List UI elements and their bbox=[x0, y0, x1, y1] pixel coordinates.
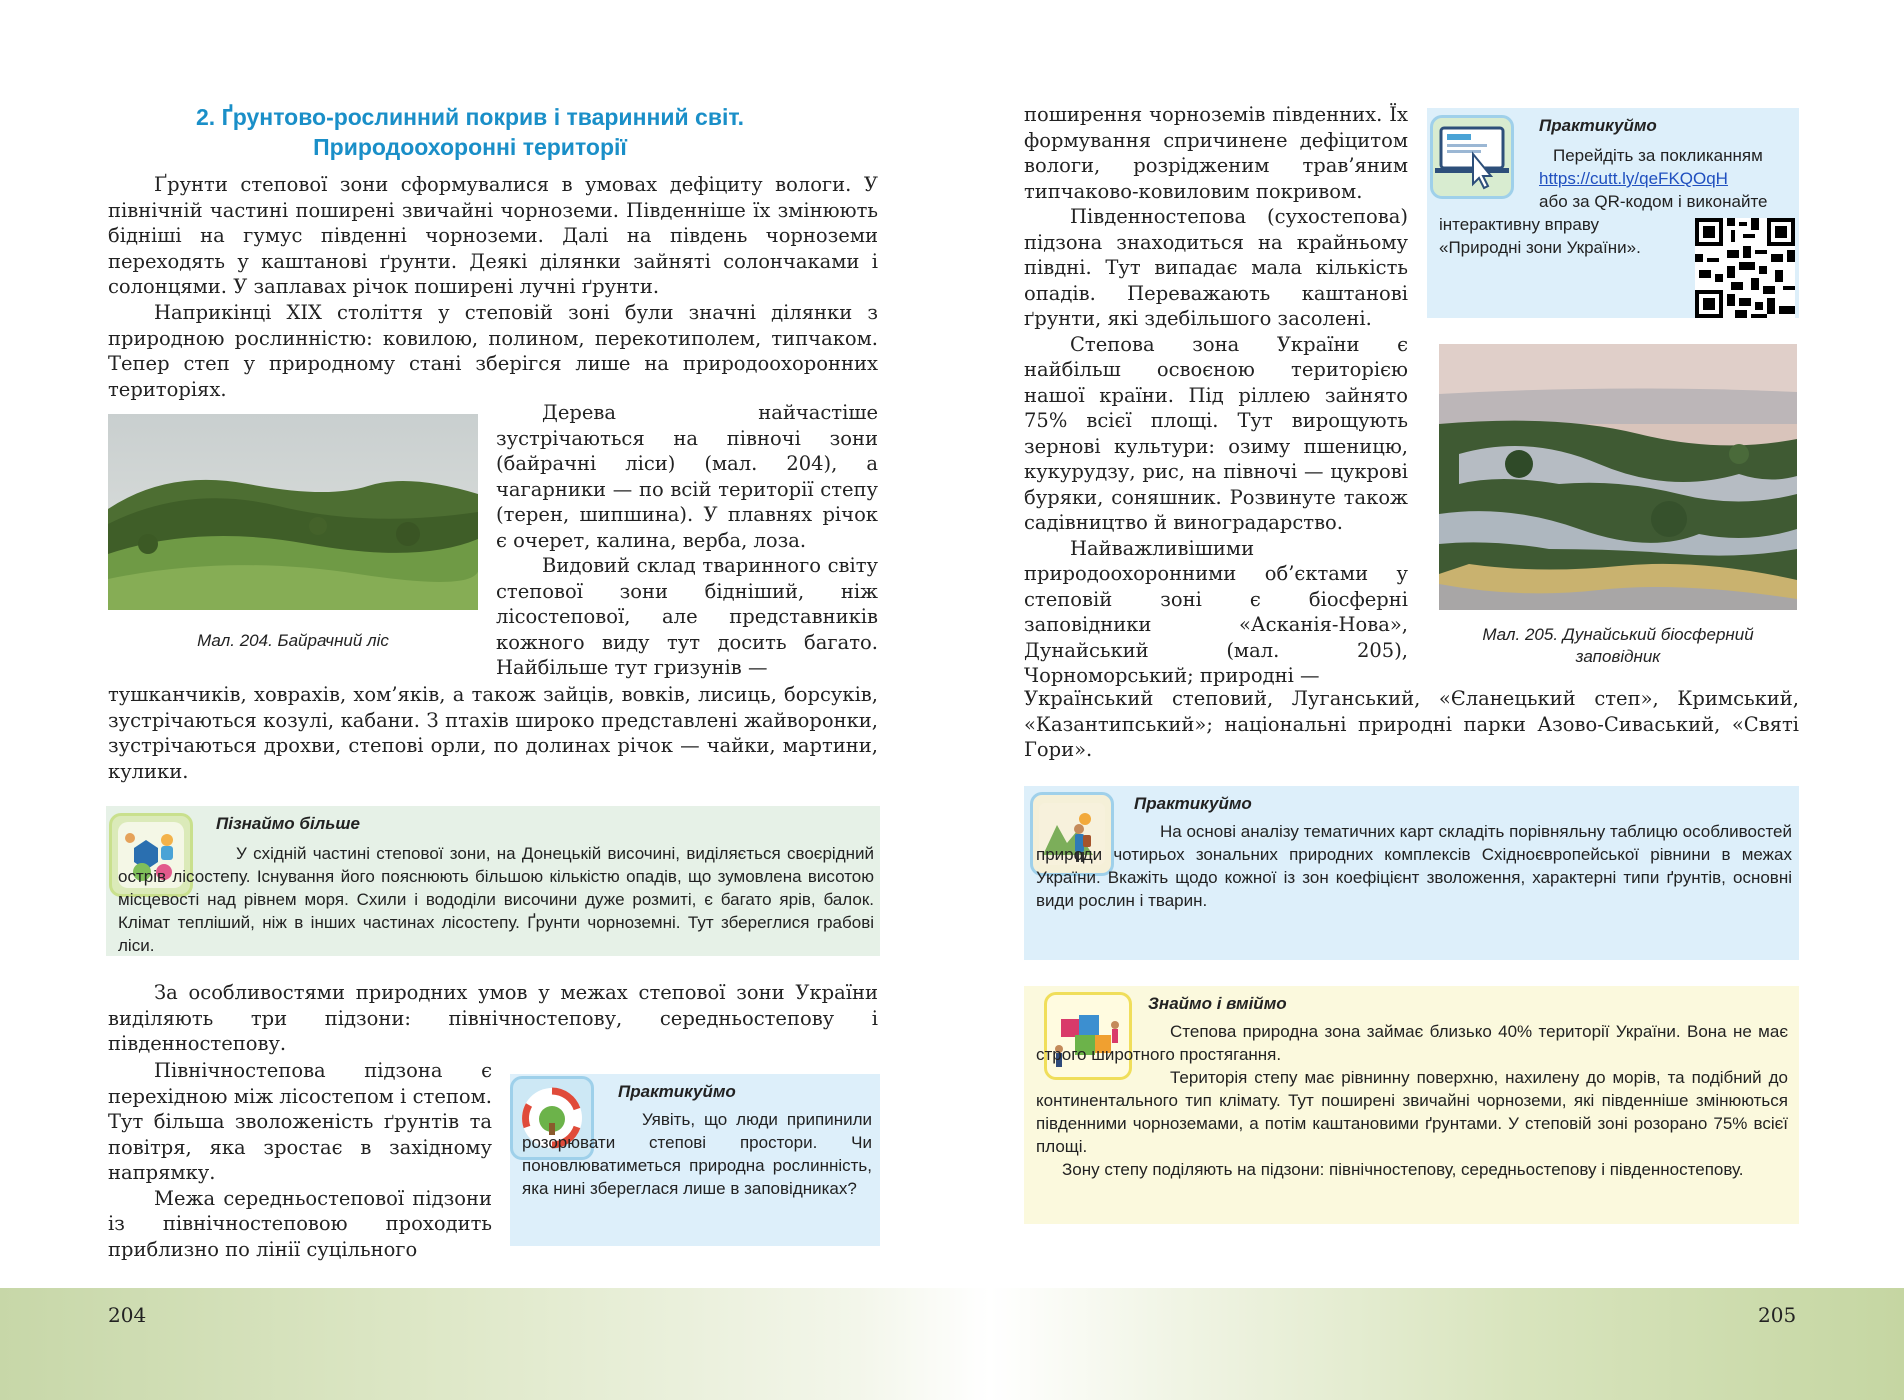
paragraph-reserves-cont: Український степовий, Луганський, «Єланецький степ», Кримський, «Казантипський»; національні природні парки Азово-Сиваський, «Святі Гори». bbox=[1024, 687, 1799, 761]
know-can-p1: Степова природна зона займає близько 40% території України. Вона не має строго широтного простягання. bbox=[1036, 1022, 1788, 1064]
paragraph-southern-chernozems: поширення чорноземів південних. Їх формування спричинене дефіцитом вологи, розрідженим трав’яним типчаково-ковиловим покривом. bbox=[1024, 103, 1408, 203]
paragraph-fauna-start: Видовий склад тваринного світу степової зони бідніший, ніж лісостепової, але представників кожного виду тут досить багато. Найбільше тут гризунів — bbox=[496, 554, 878, 679]
practice-top-text1: Перейдіть за покликанням bbox=[1553, 146, 1763, 165]
know-can-box bbox=[1024, 986, 1799, 1224]
photo-bairachnyi-lis bbox=[108, 414, 478, 610]
paragraph-mid-steppe: Межа середньостепової підзони із північностеповою проходить приблизно по лінії суцільного bbox=[108, 1186, 492, 1261]
know-more-box bbox=[106, 806, 880, 956]
practice-top-link[interactable]: https://cutt.ly/qeFKQOqH bbox=[1539, 169, 1728, 188]
practice-box-left bbox=[510, 1074, 880, 1246]
know-more-text: У східній частині степової зони, на Донецькій височині, виділяється своєрідний острів лісостепу. Існування його пояснюють більшою кількістю опадів, що зумовлена висотою місцевості над рівнем моря. Схили і вододіли височини дуже розмиті, є багато ярів, балок. Клімат тепліший, ніж в інших частинах лісостепу. Ґрунти чорноземні. Тут збереглися грабові ліси. bbox=[118, 844, 874, 955]
know-can-p2: Територія степу має рівнинну поверхню, нахилену до морів, та подібний до континентального тип клімату. Тут поширені звичайні чорноземи, які південніше змінюються південними чорноземами, а потім каштановими ґрунтами. У степовій зоні розорано 75% всієї площі. bbox=[1036, 1068, 1788, 1156]
caption-204: Мал. 204. Байрачний ліс bbox=[197, 631, 389, 650]
qr-code[interactable] bbox=[1695, 218, 1795, 318]
practice-top-text2: або за QR-кодом і виконайте bbox=[1539, 192, 1768, 211]
know-can-p3: Зону степу поділяють на підзони: північностепову, середньостепову і південностепову. bbox=[1062, 1160, 1744, 1179]
section-title bbox=[150, 102, 790, 162]
practice-mid-title: Практикуймо bbox=[1134, 794, 1252, 813]
practice-box-mid bbox=[1024, 786, 1799, 960]
practice-top-text3: інтерактивну вправу «Природні зони України». bbox=[1439, 215, 1641, 257]
page-number-right: 205 bbox=[1758, 1303, 1797, 1327]
know-more-title: Пізнаймо більше bbox=[216, 814, 360, 833]
paragraph-south-steppe: Південностепова (сухостепова) підзона знаходиться на крайньому півдні. Тут випадає мала кількість опадів. Переважають каштанові ґрунти, які здебільшого засолені. bbox=[1024, 205, 1408, 330]
text-column-right-of-photo bbox=[496, 400, 878, 681]
paragraph-vegetation: Наприкінці XIX століття у степовій зоні були значні ділянки з природною рослинністю: ковилою, полином, перекотиполем, типчаком. Тепер степ у природному стані зберігся лише на природоохоронних територіях. bbox=[108, 301, 878, 401]
section-title-line2: Природоохоронні території bbox=[313, 134, 627, 160]
page-footer-band bbox=[0, 1288, 1904, 1400]
paragraph-reserves-start: Найважливішими природоохоронними об’єктами у степовій зоні є біосферні заповідники «Асканія-Нова», Дунайський (мал. 205), Чорноморський; природні — bbox=[1024, 536, 1408, 687]
paragraph-fauna-cont: тушканчиків, ховрахів, хом’яків, а також зайців, вовків, лисиць, борсуків, зустрічаються козулі, кабани. З птахів широко представлені жайворонки, зустрічаються дрохви, степові орли, по долинах річок — чайки, мартини, кулики. bbox=[108, 683, 878, 783]
know-can-title: Знаймо і вміймо bbox=[1148, 994, 1287, 1013]
practice-top-title: Практикуймо bbox=[1539, 116, 1657, 135]
text-column-right-page bbox=[1024, 102, 1408, 689]
paragraph-trees: Дерева найчастіше зустрічаються на півночі зони (байрачні ліси) (мал. 204), а чагарники — по всій території степу (терен, шипшина). У плавнях річок є очерет, калина, верба, лоза. bbox=[496, 401, 878, 552]
page-number-left: 204 bbox=[108, 1303, 147, 1327]
know-can-text bbox=[1036, 1020, 1788, 1181]
right-page bbox=[952, 0, 1904, 1400]
practice-mid-text: На основі аналізу тематичних карт складіть порівняльну таблицю особливостей природи чотирьох зональних природних комплексів Східноєвропейської рівнини в межах України. Вкажіть щодо кожної із зон коефіцієнт зволоження, характерні типи ґрунтів, основні види рослин і тварин. bbox=[1036, 822, 1792, 910]
practice-box-top bbox=[1427, 108, 1799, 318]
practice-left-text: Уявіть, що люди припинили розорювати степові простори. Чи поновлюватиметься природна рослинність, яка нині збереглася лише в заповідниках? bbox=[522, 1110, 872, 1198]
caption-205: Мал. 205. Дунайський біосферний заповідник bbox=[1482, 625, 1754, 666]
paragraph-agriculture: Степова зона України є найбільш освоєною територією нашої країни. Під ріллею зайнято 75% всієї площі. Тут вирощують зернові культури: озиму пшеницю, кукурудзу, рис, на півночі — цукрові буряки, соняшник. Розвинуте також садівництво й виноградарство. bbox=[1024, 332, 1408, 534]
section-title-line1: 2. Ґрунтово-рослинний покрив і тваринний світ. bbox=[196, 104, 744, 130]
paragraph-north-steppe: Північностепова підзона є перехідною між лісостепом і степом. Тут більша зволоженість ґрунтів та повітря, яка зростає в західному напрямку. bbox=[108, 1059, 492, 1184]
practice-left-title: Практикуймо bbox=[618, 1082, 736, 1101]
photo-danube-reserve bbox=[1439, 344, 1797, 610]
computer-click-icon bbox=[1430, 115, 1514, 199]
text-column-subzones bbox=[108, 1058, 492, 1262]
paragraph-soils: Ґрунти степової зони сформувалися в умовах дефіциту вологи. У північній частині поширені звичайні чорноземи. Південніше їх змінюють бідніші на гумус південні чорноземи. Далі на південь чорноземи переходять у каштанові ґрунти. Деякі ділянки зайняті солончаками і солонцями. У заплавах річок поширені лучні ґрунти. bbox=[108, 173, 878, 298]
paragraph-subzones: За особливостями природних умов у межах степової зони України виділяють три підзони: північностепову, середньостепову і південностепову. bbox=[108, 981, 878, 1055]
